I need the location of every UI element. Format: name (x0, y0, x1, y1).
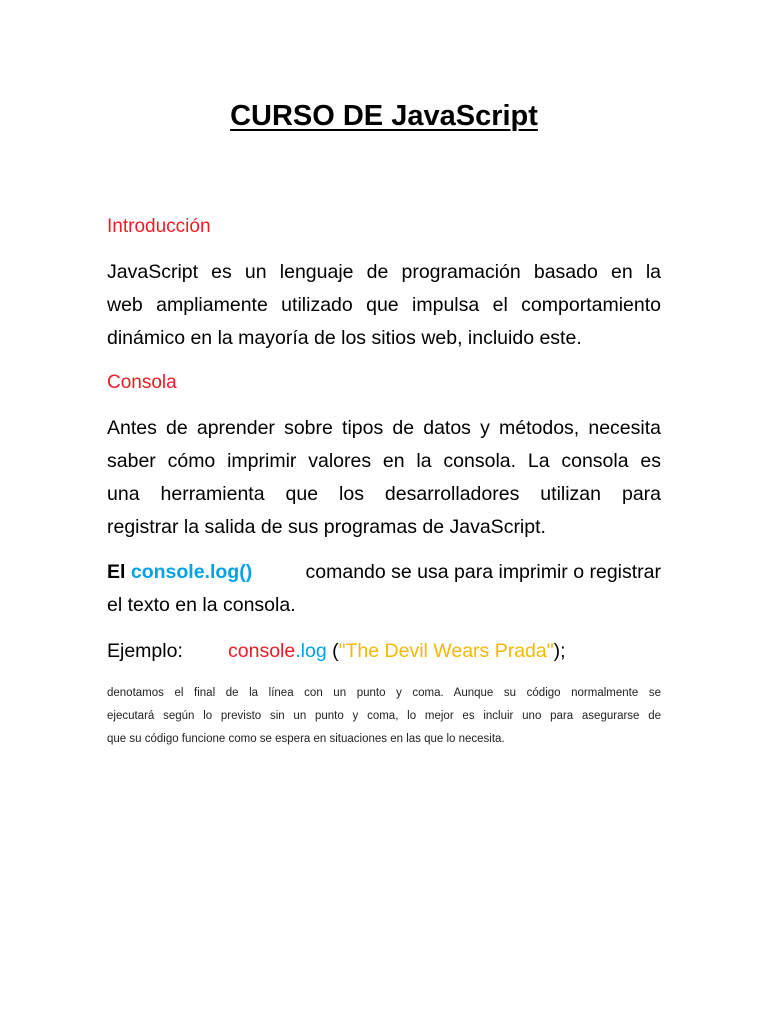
example-line (107, 637, 566, 665)
intro-line: web ampliamente utilizado que impulsa el comportamiento (107, 294, 661, 316)
console-log-code: console.log() (130, 561, 253, 583)
console-log-line: el texto en la consola. (107, 594, 296, 616)
intro-line: dinámico en la mayoría de los sitios web, incluido este. (107, 327, 582, 349)
console-log-line (107, 556, 661, 589)
intro-paragraph (107, 256, 661, 355)
consola-line: Antes de aprender sobre tipos de datos y métodos, necesita (107, 417, 661, 439)
section-heading-consola: Consola (107, 372, 177, 393)
el-word: El (107, 561, 126, 583)
console-log-paragraph (107, 556, 661, 622)
example-open-paren: ( (326, 640, 339, 662)
note-paragraph (107, 682, 661, 751)
note-line: denotamos el final de la línea con un punto y coma. Aunque su código normalmente se (107, 687, 661, 699)
example-string: "The Devil Wears Prada" (338, 640, 554, 662)
intro-line: JavaScript es un lenguaje de programación basado en la (107, 261, 661, 283)
example-object: console (228, 640, 296, 662)
consola-line: una herramienta que los desarrolladores utilizan para (107, 483, 661, 505)
example-dot: . (295, 640, 301, 662)
example-close: ); (553, 640, 566, 662)
page-title: CURSO DE JavaScript (230, 100, 538, 132)
consola-paragraph (107, 412, 661, 544)
section-heading-introduccion: Introducción (107, 216, 211, 237)
note-line: ejecutará según lo previsto sin un punto y coma, lo mejor es incluir uno para asegurarse de (107, 710, 661, 722)
example-method: log (300, 640, 327, 662)
consola-line: saber cómo imprimir valores en la consola. La consola es (107, 450, 661, 472)
consola-line: registrar la salida de sus programas de JavaScript. (107, 516, 546, 538)
note-line: que su código funcione como se espera en situaciones en las que lo necesita. (107, 733, 505, 745)
example-label: Ejemplo: (107, 640, 183, 662)
console-log-description: comando se usa para imprimir o registrar (305, 561, 661, 583)
console-log-intro (107, 556, 252, 589)
